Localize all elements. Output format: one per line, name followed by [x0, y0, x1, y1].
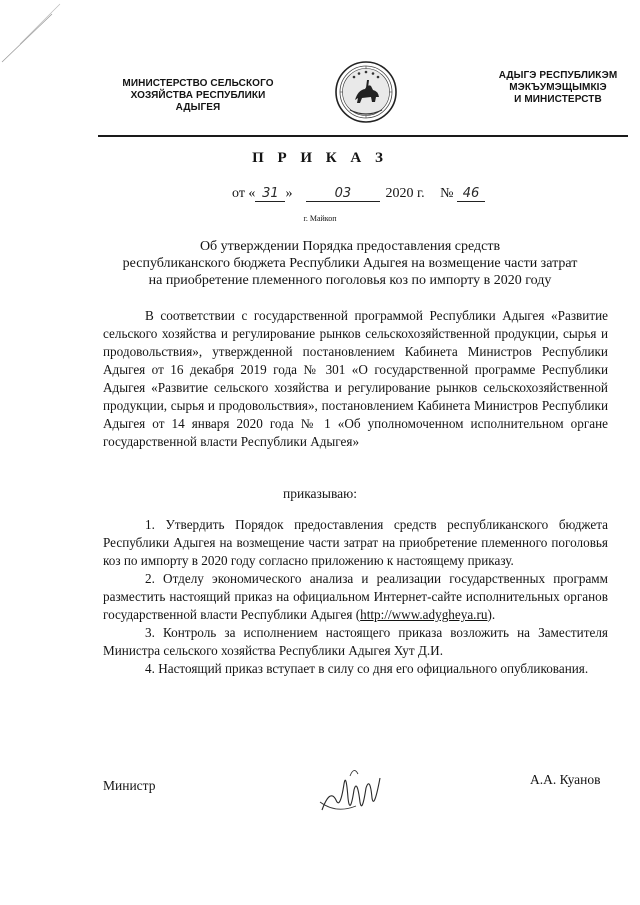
ministry-name-ady-line: И МИНИСТЕРСТВ — [514, 94, 602, 105]
ministry-name-ru-line: АДЫГЕЯ — [175, 102, 221, 113]
order-item-4: 4. Настоящий приказ вступает в силу со дня его официального опубликования. — [145, 661, 589, 676]
republic-adygea-coat-of-arms-icon — [334, 60, 398, 124]
order-items — [103, 516, 608, 678]
scan-fold-mark — [0, 0, 70, 70]
order-item-2-text: 2. Отделу экономического анализа и реализации государственных программ разместить настоящий приказ на официальном Интернет-сайте исполнительных органов государственной власти Республики Адыгея ( — [103, 571, 608, 622]
order-item-2 — [103, 570, 608, 624]
header-rule — [98, 135, 628, 137]
ministry-name-ru-line: ХОЗЯЙСТВА РЕСПУБЛИКИ — [130, 90, 266, 101]
order-number: 46 — [457, 186, 485, 202]
date-prefix: от « — [232, 186, 256, 201]
date-day-close: » — [285, 186, 293, 201]
order-date-line — [232, 186, 485, 202]
ministry-name-russian — [108, 78, 288, 114]
order-item-3: 3. Контроль за исполнением настоящего приказа возложить на Заместителя Министра сельского хозяйства Республики Адыгея Хут Д.И. — [103, 625, 608, 658]
preamble-paragraph: В соответствии с государственной программой Республики Адыгея «Развитие сельского хозяйства и регулирование рынков сельскохозяйственной продукции, сырья и продовольствия», утвержденной постановлением Кабинета Министров Республики Адыгея от 16 декабря 2019 года № 301 «О государственной программе Республики Адыгея «Развитие сельского хозяйства и регулирование рынков сельскохозяйственной продукции, сырья и продовольствия», постановлением Кабинета Министров Республики Адыгея от 14 января 2020 года № 1 «Об уполномоченном исполнительном органе государственной власти Республики Адыгея» — [103, 308, 608, 449]
order-item-2-tail: ). — [487, 607, 496, 622]
handwritten-signature — [316, 758, 396, 828]
document-title: П Р И К А З — [252, 150, 388, 166]
date-month: 03 — [306, 186, 380, 202]
order-subject-line: на приобретение племенного поголовья коз по импорту в 2020 году — [148, 273, 552, 288]
ministry-name-ady-line: МЭКЪУМЭЩЫМКIЭ — [509, 82, 607, 93]
order-number-label: № — [440, 186, 454, 201]
date-day: 31 — [255, 186, 285, 202]
ministry-name-adyghe — [484, 70, 632, 106]
order-subject-line: республиканского бюджета Республики Адыгея на возмещение части затрат — [122, 256, 578, 271]
website-link[interactable]: http://www.adygheya.ru — [360, 607, 488, 622]
order-item-1: 1. Утвердить Порядок предоставления средств республиканского бюджета Республики Адыгея на возмещение части затрат на приобретение племенного поголовья коз по импорту в 2020 году согласно приложению к настоящему приказу. — [103, 517, 608, 568]
date-year: 2020 г. — [385, 186, 425, 201]
order-subject-line: Об утверждении Порядка предоставления средств — [199, 239, 501, 254]
city: г. Майкоп — [303, 214, 337, 223]
order-subject — [90, 238, 610, 289]
order-word: приказываю: — [283, 486, 357, 501]
signatory-name: А.А. Куанов — [530, 772, 601, 787]
ministry-name-ru-line: МИНИСТЕРСТВО СЕЛЬСКОГО — [122, 78, 274, 89]
signatory-role: Министр — [103, 778, 156, 793]
ministry-name-ady-line: АДЫГЭ РЕСПУБЛИКЭМ — [498, 70, 618, 81]
